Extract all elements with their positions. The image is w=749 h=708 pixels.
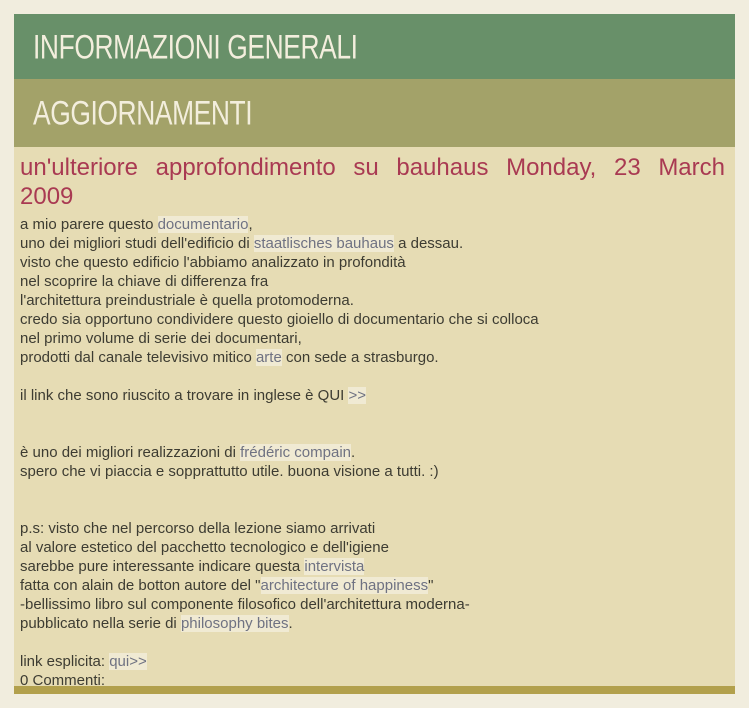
text-segment: fatta con alain de botton autore del " — [20, 577, 261, 594]
post-title-line2: 2009 — [20, 183, 74, 210]
text-segment: p.s: visto che nel percorso della lezione siamo arrivati — [20, 520, 376, 537]
link-staatlisches-bauhaus[interactable]: staatlisches bauhaus — [253, 235, 394, 252]
text-segment: link esplicita: — [20, 653, 110, 670]
text-segment: il link che sono riuscito a trovare in inglese è QUI — [20, 387, 349, 404]
text-segment: a dessau. — [393, 235, 464, 252]
text-segment: , — [248, 216, 253, 233]
text-segment: pubblicato nella serie di — [20, 615, 181, 632]
post-title — [20, 153, 725, 211]
header-title: INFORMAZIONI GENERALI — [33, 26, 358, 66]
post-line — [20, 424, 725, 443]
link-qui-arrows[interactable]: >> — [348, 387, 367, 404]
post-line — [20, 291, 725, 310]
text-segment: sarebbe pure interessante indicare questa — [20, 558, 305, 575]
post-line — [20, 519, 725, 538]
text-segment: spero che vi piaccia e sopprattutto utile. buona visione a tutti. :) — [20, 463, 439, 480]
post-line — [20, 481, 725, 500]
post-line — [20, 272, 725, 291]
text-segment: uno dei migliori studi dell'edificio di — [20, 235, 254, 252]
post-line — [20, 386, 725, 405]
subheader-band — [14, 79, 735, 147]
post-line — [20, 652, 725, 671]
comments-count: 0 Commenti: — [20, 672, 106, 686]
text-segment: visto che questo edificio l'abbiamo analizzato in profondità — [20, 254, 406, 271]
link-frederic-compain[interactable]: frédéric compain — [240, 444, 351, 461]
post-line — [20, 538, 725, 557]
link-intervista[interactable]: intervista — [304, 558, 365, 575]
post-line — [20, 443, 725, 462]
page-frame — [14, 14, 735, 694]
text-segment: prodotti dal canale televisivo mitico — [20, 349, 256, 366]
post-line — [20, 595, 725, 614]
subheader-title: AGGIORNAMENTI — [33, 93, 253, 132]
post-line — [20, 348, 725, 367]
text-segment: . — [288, 615, 293, 632]
text-segment: al valore estetico del pacchetto tecnologico e dell'igiene — [20, 539, 389, 556]
post-line — [20, 405, 725, 424]
link-qui-arrows-2[interactable]: qui>> — [109, 653, 147, 670]
text-segment: è uno dei migliori realizzazioni di — [20, 444, 241, 461]
post-body — [20, 215, 725, 671]
post-line — [20, 500, 725, 519]
text-segment: con sede a strasburgo. — [281, 349, 439, 366]
post-title-line1: un'ulteriore approfondimento su bauhaus Monday, 23 March — [20, 154, 725, 181]
post-line — [20, 633, 725, 652]
blog-post — [14, 147, 735, 686]
post-line — [20, 614, 725, 633]
text-segment: " — [428, 577, 434, 594]
footer-bar — [14, 686, 735, 694]
link-philosophy-bites[interactable]: philosophy bites — [180, 615, 289, 632]
text-segment: . — [351, 444, 356, 461]
text-segment: l'architettura preindustriale è quella protomoderna. — [20, 292, 354, 309]
text-segment: nel primo volume di serie dei documentari, — [20, 330, 302, 347]
post-line — [20, 462, 725, 481]
post-line — [20, 215, 725, 234]
text-segment: credo sia opportuno condividere questo gioiello di documentario che si colloca — [20, 311, 539, 328]
text-segment: a mio parere questo — [20, 216, 158, 233]
link-architecture-of-happiness[interactable]: architecture of happiness — [260, 577, 429, 594]
post-line — [20, 310, 725, 329]
header-band — [14, 14, 735, 79]
link-documentario[interactable]: documentario — [157, 216, 249, 233]
post-line — [20, 234, 725, 253]
post-line — [20, 253, 725, 272]
post-line — [20, 576, 725, 595]
post-line — [20, 367, 725, 386]
post-line — [20, 329, 725, 348]
text-segment: nel scoprire la chiave di differenza fra — [20, 273, 269, 290]
post-line — [20, 557, 725, 576]
text-segment: -bellissimo libro sul componente filosofico dell'architettura moderna- — [20, 596, 470, 613]
link-arte[interactable]: arte — [255, 349, 282, 366]
